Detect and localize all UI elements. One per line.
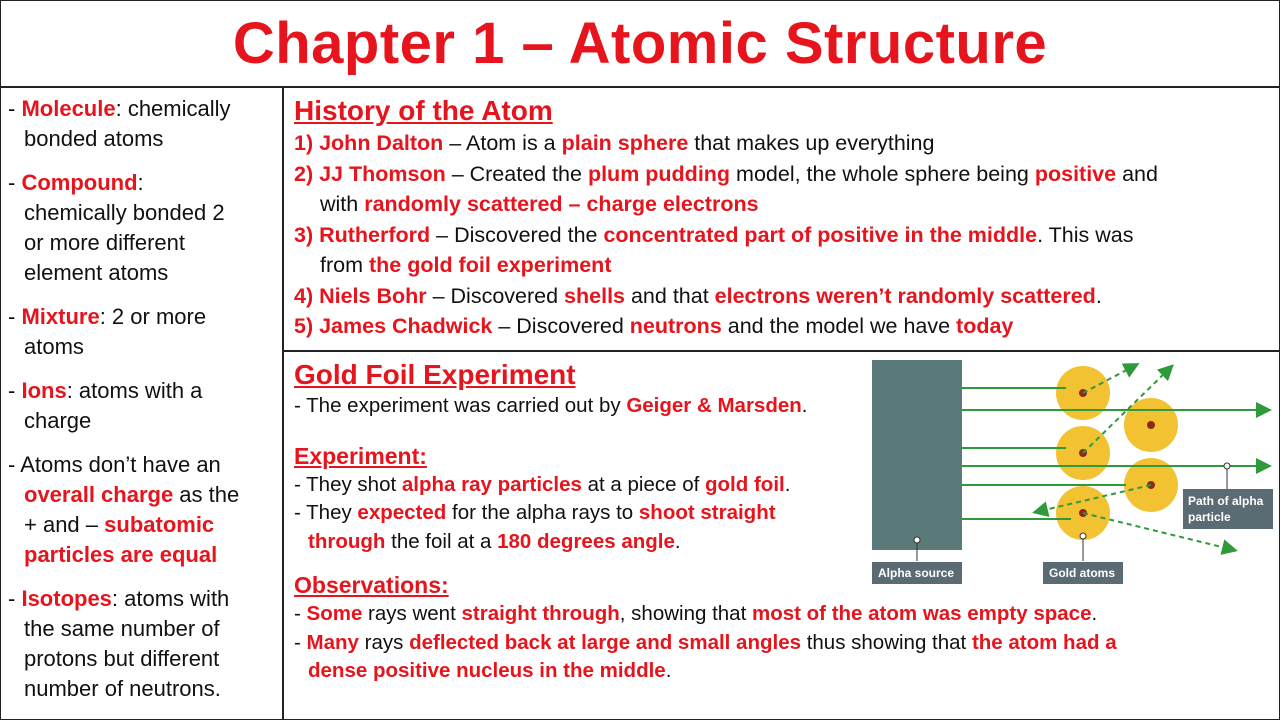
term-ions: Ions xyxy=(21,378,67,403)
hist-text: – Discovered the xyxy=(430,222,604,247)
definition-isotopes: - Isotopes: atoms with the same number of protons but different number of neutrons. xyxy=(8,584,276,704)
gold-atoms-group xyxy=(1056,366,1178,540)
note-highlight: overall charge xyxy=(24,482,174,507)
definitions-column xyxy=(0,88,284,720)
dash: - xyxy=(8,96,22,121)
dash: - xyxy=(8,378,22,403)
hist-text: and that xyxy=(625,283,715,308)
gold-highlight: expected xyxy=(357,501,447,524)
hist-highlight: today xyxy=(956,314,1014,338)
hist-highlight: shells xyxy=(564,283,625,308)
note-text: as the xyxy=(173,482,240,507)
gold-highlight: Geiger & Marsden xyxy=(626,394,802,417)
hist-highlight: electrons weren’t randomly scattered xyxy=(714,283,1096,308)
gold-highlight: 180 degrees angle xyxy=(497,529,675,553)
gold-foil-diagram xyxy=(866,355,1278,595)
pointer-dot xyxy=(1080,533,1086,539)
def-text: atoms xyxy=(24,334,84,359)
path-label-line-2: particle xyxy=(1188,510,1231,524)
gold-text: , showing that xyxy=(619,602,752,625)
hist-text: – Atom is a xyxy=(443,131,562,155)
gold-atoms-label: Gold atoms xyxy=(1049,566,1116,580)
history-heading: History of the Atom xyxy=(294,95,553,126)
scientist-name: 3) Rutherford xyxy=(294,222,431,247)
gold-text: for the alpha rays to xyxy=(446,501,639,524)
hist-highlight: neutrons xyxy=(629,314,722,338)
hist-text: with xyxy=(320,192,365,216)
hist-text: . xyxy=(1095,283,1102,308)
def-text: bonded atoms xyxy=(24,126,164,151)
gold-highlight: straight through xyxy=(461,602,620,625)
term-isotopes: Isotopes xyxy=(21,586,112,611)
dash: - xyxy=(8,304,22,329)
hist-text: – Discovered xyxy=(492,314,630,338)
scientist-name: 2) JJ Thomson xyxy=(294,161,446,186)
hist-text: – Discovered xyxy=(426,283,565,308)
note-text: + and – xyxy=(24,512,105,537)
hist-text: from xyxy=(320,253,369,277)
def-text: number of neutrons. xyxy=(24,676,221,701)
history-section xyxy=(284,88,1280,352)
gold-text: rays xyxy=(358,630,410,654)
def-text: protons but different xyxy=(24,646,220,671)
hist-text: . This was xyxy=(1037,222,1134,247)
pointer-dot xyxy=(1224,463,1230,469)
definition-ions xyxy=(8,376,276,436)
gold-foil-heading: Gold Foil Experiment xyxy=(294,359,576,390)
note-text: - Atoms don’t have an xyxy=(8,452,221,477)
gold-text: at a piece of xyxy=(581,472,706,496)
title-bar xyxy=(0,0,1280,88)
hist-highlight: concentrated part of positive in the middle xyxy=(603,222,1038,247)
history-thomson xyxy=(294,159,1270,220)
gold-text: - They shot xyxy=(294,472,402,496)
history-dalton xyxy=(294,128,1270,159)
gold-text: . xyxy=(1091,602,1098,625)
gold-highlight: Many xyxy=(306,630,359,654)
history-bohr xyxy=(294,281,1270,312)
scientist-name: 5) James Chadwick xyxy=(294,314,493,338)
gold-text: - The experiment was carried out by xyxy=(294,394,627,417)
gold-highlight: dense positive nucleus in the middle xyxy=(308,659,666,682)
gold-text: . xyxy=(784,472,791,496)
def-text: : chemically xyxy=(115,96,231,121)
alpha-source-block xyxy=(872,360,962,550)
hist-text: and the model we have xyxy=(721,314,957,338)
gold-highlight: gold foil xyxy=(705,472,785,496)
history-chadwick xyxy=(294,311,1270,342)
scientist-name: 4) Niels Bohr xyxy=(294,283,427,308)
definition-mixture xyxy=(8,302,276,362)
gold-highlight: the atom had a xyxy=(971,630,1117,654)
note-highlight: particles are equal xyxy=(24,542,218,567)
gold-text: . xyxy=(674,529,681,553)
def-text: or more different xyxy=(24,230,186,255)
page-title: Chapter 1 – Atomic Structure xyxy=(232,10,1048,76)
def-text: element atoms xyxy=(24,260,169,285)
gold-text: . xyxy=(665,659,672,682)
def-text: chemically bonded 2 xyxy=(24,200,225,225)
def-text: : 2 or more xyxy=(99,304,207,329)
gold-text: thus showing that xyxy=(801,630,972,654)
definition-molecule xyxy=(8,94,276,154)
gold-text: . xyxy=(801,394,808,417)
def-text: : atoms with a xyxy=(66,378,203,403)
observation-line-2 xyxy=(294,629,1270,686)
dash: - xyxy=(8,170,22,195)
gold-highlight: through xyxy=(308,529,386,553)
hist-highlight: positive xyxy=(1034,161,1117,186)
hist-highlight: plum pudding xyxy=(587,161,731,186)
hist-text: and xyxy=(1116,161,1158,186)
term-compound: Compound xyxy=(21,170,138,195)
gold-text: - xyxy=(294,602,307,625)
nucleus xyxy=(1147,421,1155,429)
hist-highlight: plain sphere xyxy=(561,131,689,155)
gold-highlight: most of the atom was empty space xyxy=(751,602,1092,625)
gold-highlight: alpha ray particles xyxy=(401,472,582,496)
def-text: : xyxy=(137,170,144,195)
hist-text: – Created the xyxy=(445,161,588,186)
atoms-charge-note xyxy=(8,450,276,570)
gold-text: the foil at a xyxy=(385,529,498,553)
term-molecule: Molecule xyxy=(21,96,116,121)
alpha-source-label: Alpha source xyxy=(878,566,955,580)
term-mixture: Mixture xyxy=(21,304,100,329)
def-text: charge xyxy=(24,408,92,433)
gold-highlight: deflected back at large and small angles xyxy=(409,630,801,654)
hist-highlight: the gold foil experiment xyxy=(368,253,612,277)
gold-highlight: Some xyxy=(306,602,363,625)
gold-text: rays went xyxy=(362,602,462,625)
hist-highlight: randomly scattered – charge electrons xyxy=(364,192,759,216)
experiment-heading: Experiment: xyxy=(294,442,427,469)
note-highlight: subatomic xyxy=(104,512,215,537)
hist-text: that makes up everything xyxy=(688,131,935,155)
pointer-dot xyxy=(914,537,920,543)
gold-text: - They xyxy=(294,501,358,524)
def-text: the same number of xyxy=(24,616,220,641)
history-rutherford xyxy=(294,220,1270,281)
gold-highlight: shoot straight xyxy=(638,501,776,524)
gold-text: - xyxy=(294,630,307,654)
def-text: : atoms with xyxy=(111,586,230,611)
observation-line-1 xyxy=(294,600,1270,629)
hist-text: model, the whole sphere being xyxy=(730,161,1035,186)
observations-heading: Observations: xyxy=(294,572,449,598)
definition-compound xyxy=(8,168,276,288)
path-label-line-1: Path of alpha xyxy=(1188,494,1264,508)
scientist-name: 1) John Dalton xyxy=(294,131,444,155)
